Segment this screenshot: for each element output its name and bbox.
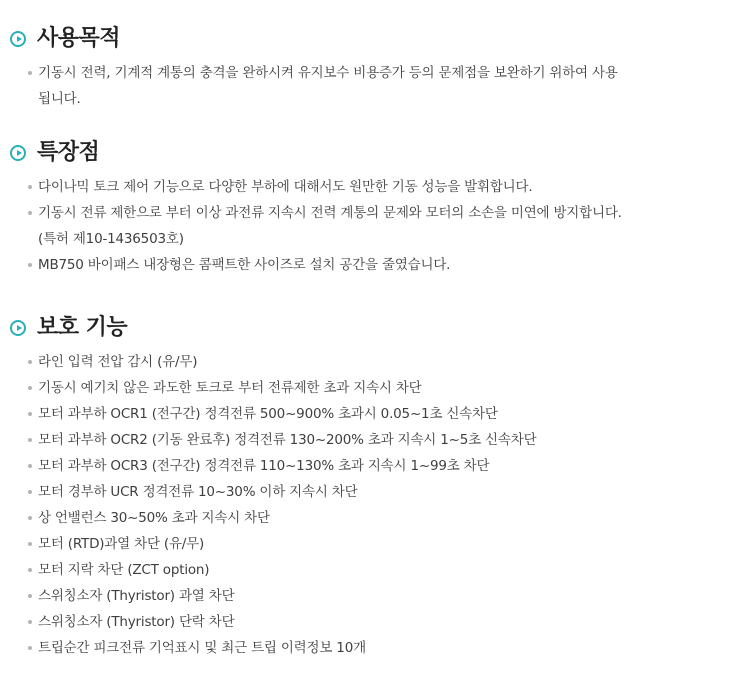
- item-text: MB750 바이패스 내장형은 콤팩트한 사이즈로 설치 공간을 줄였습니다.: [38, 257, 451, 273]
- list-item: [0, 427, 752, 453]
- item-text: 모터 과부하 OCR3 (전구간) 정격전류 110~130% 초과 지속시 1~99초 차단: [38, 458, 490, 474]
- item-text: 스위칭소자 (Thyristor) 단락 차단: [38, 614, 235, 630]
- item-text: 모터 (RTD)과열 차단 (유/무): [38, 536, 205, 552]
- bullet-dot: [28, 185, 32, 189]
- bullet-dot: [28, 620, 32, 624]
- list-item: [0, 557, 752, 583]
- item-text: 상 언밸런스 30~50% 초과 지속시 차단: [38, 510, 270, 526]
- item-text: 트립순간 피크전류 기억표시 및 최근 트립 이력정보 10개: [38, 640, 366, 656]
- list-item: [0, 174, 752, 200]
- list-item: [0, 531, 752, 557]
- bullet-dot: [28, 386, 32, 390]
- section-heading: [0, 138, 752, 168]
- list-item: [0, 200, 752, 252]
- bullet-dot: [28, 360, 32, 364]
- item-text: 기동시 전류 제한으로 부터 이상 과전류 지속시 전력 계통의 문제와 모터의 소손을 미연에 방지합니다.: [38, 205, 622, 221]
- bullet-dot: [28, 568, 32, 572]
- bullet-dot: [28, 646, 32, 650]
- section-features: [0, 138, 752, 273]
- list-item: [0, 453, 752, 479]
- section-heading: [0, 313, 752, 343]
- play-circle-icon: [10, 31, 26, 47]
- item-text: 기동시 전력, 기계적 계통의 충격을 완하시켜 유지보수 비용증가 등의 문제점을 보완하기 위하여 사용: [38, 65, 618, 81]
- item-text-continuation: 됩니다.: [38, 91, 81, 107]
- bullet-dot: [28, 516, 32, 520]
- item-text: 다이나믹 토크 제어 기능으로 다양한 부하에 대해서도 원만한 기동 성능을 발휘합니다.: [38, 179, 533, 195]
- item-text: 모터 과부하 OCR1 (전구간) 정격전류 500~900% 초과시 0.05~1초 신속차단: [38, 406, 498, 422]
- item-text-continuation: (특허 제10-1436503호): [38, 231, 184, 247]
- item-text: 스위칭소자 (Thyristor) 과열 차단: [38, 588, 235, 604]
- list-item: [0, 479, 752, 505]
- section-purpose: [0, 24, 752, 107]
- item-text: 라인 입력 전압 감시 (유/무): [38, 354, 198, 370]
- section-title: 사용목적: [37, 26, 121, 51]
- list-item: [0, 60, 752, 112]
- bullet-dot: [28, 542, 32, 546]
- bullet-list: [0, 174, 752, 278]
- bullet-dot: [28, 211, 32, 215]
- list-item: [0, 375, 752, 401]
- item-text: 기동시 예기치 않은 과도한 토크로 부터 전류제한 초과 지속시 차단: [38, 380, 422, 396]
- bullet-list: [0, 60, 752, 112]
- list-item: [0, 401, 752, 427]
- list-item: [0, 583, 752, 609]
- bullet-dot: [28, 412, 32, 416]
- list-item: [0, 609, 752, 635]
- item-text: 모터 지락 차단 (ZCT option): [38, 562, 210, 578]
- item-text: 모터 경부하 UCR 정격전류 10~30% 이하 지속시 차단: [38, 484, 358, 500]
- play-circle-icon: [10, 320, 26, 336]
- section-heading: [0, 24, 752, 54]
- play-circle-icon: [10, 145, 26, 161]
- bullet-list: [0, 349, 752, 661]
- bullet-dot: [28, 464, 32, 468]
- bullet-dot: [28, 438, 32, 442]
- bullet-dot: [28, 594, 32, 598]
- item-text: 모터 과부하 OCR2 (기동 완료후) 정격전류 130~200% 초과 지속시 1~5초 신속차단: [38, 432, 537, 448]
- section-title: 특장점: [37, 140, 100, 165]
- section-title: 보호 기능: [37, 315, 128, 340]
- list-item: [0, 505, 752, 531]
- bullet-dot: [28, 263, 32, 267]
- bullet-dot: [28, 490, 32, 494]
- list-item: [0, 252, 752, 278]
- list-item: [0, 635, 752, 661]
- section-protection: [0, 313, 752, 656]
- list-item: [0, 349, 752, 375]
- bullet-dot: [28, 71, 32, 75]
